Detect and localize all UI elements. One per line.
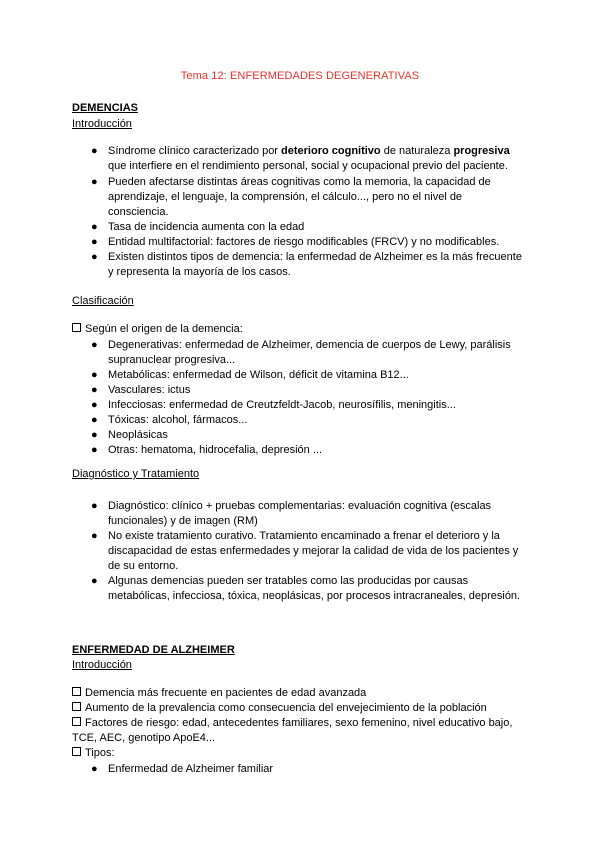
bullet-icon: ● [91, 763, 98, 775]
text-run: supranuclear progresiva... [108, 354, 236, 367]
list-item [108, 338, 538, 368]
text-run: Tasa de incidencia aumenta con la edad [108, 221, 305, 233]
text-run: Entidad multifactorial: factores de riesgo modificables (FRCV) y no modificables. [108, 236, 500, 248]
checklist-continuation: TCE, AEC, genotipo ApoE4... [72, 732, 216, 744]
list-item [108, 762, 538, 777]
list-item [108, 368, 538, 383]
text-run: consciencia. [108, 206, 169, 219]
list-item [108, 529, 538, 575]
text-run: Algunas demencias pueden ser tratables como las producidas por causas [108, 575, 469, 587]
bullet-icon: ● [91, 339, 98, 351]
checkbox-square-icon [72, 747, 81, 756]
text-run: Factores de riesgo: edad, antecedentes familiares, sexo femenino, nivel educativo bajo, [85, 717, 513, 729]
list-item [108, 413, 538, 428]
bullet-icon: ● [91, 176, 98, 188]
text-run: Vasculares: ictus [108, 384, 191, 396]
checklist-item [72, 716, 512, 731]
checkbox-square-icon [72, 717, 81, 726]
list-item [108, 499, 538, 529]
text-run: de su entorno. [108, 560, 179, 573]
list-item [108, 574, 538, 604]
text-run: Neoplásicas [108, 429, 168, 441]
text-run: Diagnóstico: clínico + pruebas complementarias: evaluación cognitiva (escalas [108, 500, 492, 512]
bullet-icon: ● [91, 414, 98, 426]
checkbox-square-icon [72, 702, 81, 711]
subheading-introduccion-alzheimer: Introducción [72, 659, 132, 671]
text-run: Degenerativas: enfermedad de Alzheimer, demencia de cuerpos de Lewy, parálisis [108, 339, 511, 351]
bullet-icon: ● [91, 444, 98, 456]
subheading-introduccion: Introducción [72, 118, 132, 130]
text-run: que interfiere en el rendimiento personal, social y ocupacional previo del paciente. [108, 160, 508, 173]
text-run: Otras: hematoma, hidrocefalia, depresión ... [108, 444, 322, 456]
bullet-icon: ● [91, 500, 98, 512]
text-run: Existen distintos tipos de demencia: la enfermedad de Alzheimer es la más frecuente [108, 251, 522, 263]
list-item [108, 428, 538, 443]
bold-term: deterioro cognitivo [281, 145, 381, 157]
bold-term: progresiva [453, 145, 510, 157]
checkbox-square-icon [72, 323, 81, 332]
checklist-item [72, 686, 366, 701]
bullet-icon: ● [91, 145, 98, 157]
text-run: Infecciosas: enfermedad de Creutzfeldt-Jacob, neurosífilis, meningitis... [108, 399, 456, 411]
list-item [108, 175, 538, 221]
text-run: y representa la mayoría de los casos. [108, 266, 291, 279]
section-heading-demencias: DEMENCIAS [72, 102, 139, 114]
text-run: Demencia más frecuente en pacientes de edad avanzada [85, 687, 367, 699]
bullet-icon: ● [91, 221, 98, 233]
list-item [108, 398, 538, 413]
bullet-icon: ● [91, 236, 98, 248]
bullet-icon: ● [91, 384, 98, 396]
list-item [108, 235, 538, 250]
text-run: Enfermedad de Alzheimer familiar [108, 763, 274, 775]
text-run: Aumento de la prevalencia como consecuencia del envejecimiento de la población [85, 702, 487, 714]
bullet-icon: ● [91, 399, 98, 411]
list-item [108, 144, 538, 174]
list-item [108, 383, 538, 398]
checklist-item [72, 746, 115, 761]
text-run: Tipos: [85, 747, 115, 759]
text-run: Metabólicas: enfermedad de Wilson, déficit de vitamina B12... [108, 369, 409, 381]
text-run: aprendizaje, el lenguaje, la comprensión, el cálculo..., pero no el nivel de [108, 191, 463, 204]
text-run: Pueden afectarse distintas áreas cognitivas como la memoria, la capacidad de [108, 176, 491, 188]
checklist-item [72, 322, 243, 337]
list-item [108, 250, 538, 280]
checkbox-square-icon [72, 687, 81, 696]
bullet-icon: ● [91, 251, 98, 263]
checklist-item [72, 701, 487, 716]
bullet-icon: ● [91, 530, 98, 542]
bullet-icon: ● [91, 429, 98, 441]
list-item [108, 220, 538, 235]
section-heading-alzheimer: ENFERMEDAD DE ALZHEIMER [72, 644, 235, 656]
text-run: metabólicas, infecciosa, tóxica, neoplásicas, por procesos intracraneales, depresión. [108, 590, 521, 603]
text-run: discapacidad de estas enfermedades y mejorar la calidad de vida de los pacientes y [108, 545, 519, 558]
bullet-icon: ● [91, 369, 98, 381]
text-run: Según el origen de la demencia: [85, 323, 243, 335]
document-title: Tema 12: ENFERMEDADES DEGENERATIVAS [180, 70, 420, 82]
list-item [108, 443, 538, 458]
text-run: de naturaleza [380, 145, 454, 157]
text-run: Síndrome clínico caracterizado por [108, 145, 282, 157]
text-run: Tóxicas: alcohol, fármacos... [108, 414, 248, 426]
text-run: funcionales) y de imagen (RM) [108, 515, 258, 528]
subheading-clasificacion: Clasificación [72, 295, 134, 307]
bullet-icon: ● [91, 575, 98, 587]
text-run: No existe tratamiento curativo. Tratamiento encaminado a frenar el deterioro y la [108, 530, 500, 542]
subheading-diagnostico: Diagnóstico y Tratamiento [72, 468, 200, 480]
